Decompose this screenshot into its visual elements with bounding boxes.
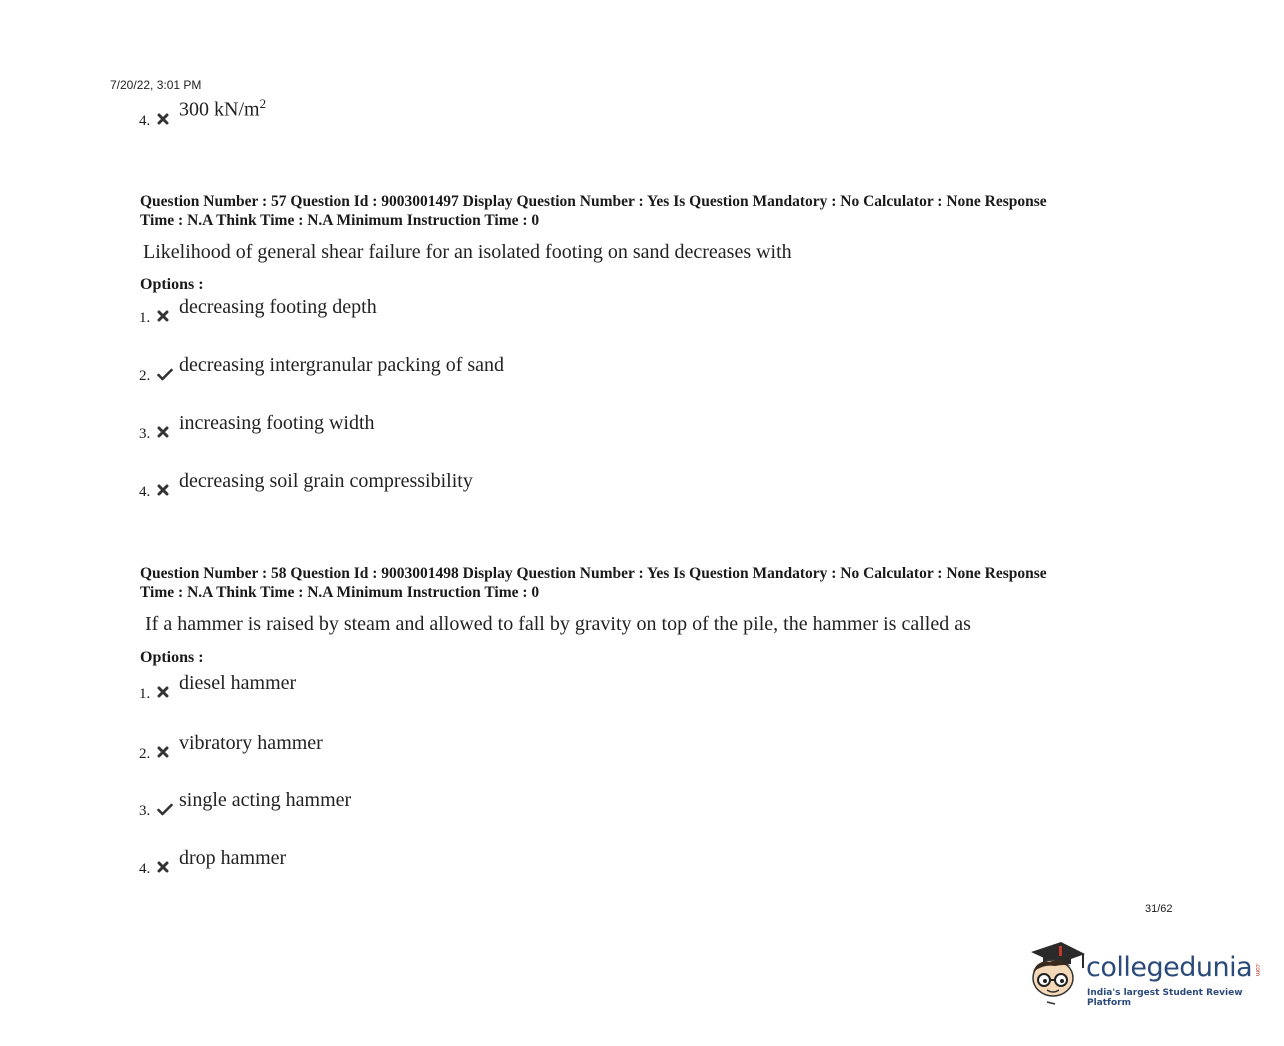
question-text: Likelihood of general shear failure for an isolated footing on sand decreases with [143, 241, 792, 263]
option-text: decreasing intergranular packing of sand [179, 354, 505, 376]
page-number: 31/62 [1145, 903, 1173, 915]
option-row [139, 847, 287, 878]
option-text: vibratory hammer [179, 732, 323, 754]
question-meta-line: Question Number : 58 Question Id : 9003001498 Display Question Number : Yes Is Question Mandatory : No Calculator : None Response [140, 565, 1047, 582]
option-row [139, 296, 377, 327]
question-meta [140, 192, 1180, 230]
options-label: Options : [140, 649, 204, 666]
option-row [139, 470, 473, 501]
options-label: Options : [140, 276, 204, 293]
option-number: 3. [139, 803, 151, 819]
cross-icon [157, 310, 173, 324]
checkmark-icon [157, 803, 173, 817]
option-row [139, 412, 375, 443]
brand-wordmark: collegedunia [1086, 952, 1253, 983]
option-number: 1. [139, 686, 151, 702]
question-meta [140, 564, 1180, 602]
option-row [139, 789, 352, 820]
question-meta-line: Time : N.A Think Time : N.A Minimum Instruction Time : 0 [140, 212, 540, 229]
cross-icon [157, 861, 173, 875]
cross-icon [157, 484, 173, 498]
option-row [139, 672, 297, 703]
option-text: single acting hammer [179, 789, 352, 811]
option-number: 4. [139, 861, 151, 877]
cross-icon [157, 113, 173, 127]
cross-icon [157, 426, 173, 440]
option-number: 4. [139, 484, 151, 500]
option-superscript: 2 [259, 96, 267, 111]
option-text: decreasing soil grain compressibility [179, 470, 473, 492]
question-text: If a hammer is raised by steam and allowed to fall by gravity on top of the pile, the hammer is called as [145, 613, 971, 635]
option-text: diesel hammer [179, 672, 297, 694]
option-row [139, 96, 267, 130]
mascot-logo-icon [1025, 938, 1087, 1008]
question-meta-line: Question Number : 57 Question Id : 9003001497 Display Question Number : Yes Is Question Mandatory : No Calculator : None Response [140, 193, 1047, 210]
brand-tagline: India's largest Student Review Platform [1087, 988, 1243, 1008]
brand-suffix: .com [1254, 963, 1262, 976]
option-number: 2. [139, 368, 151, 384]
option-number: 2. [139, 746, 151, 762]
option-text: increasing footing width [179, 412, 375, 434]
option-row [139, 732, 323, 763]
option-text: decreasing footing depth [179, 296, 377, 318]
option-number: 3. [139, 426, 151, 442]
option-number: 4. [139, 112, 151, 129]
cross-icon [157, 686, 173, 700]
option-row [139, 354, 505, 385]
option-text: 300 $kN/m^2$ [179, 96, 267, 121]
question-meta-line: Time : N.A Think Time : N.A Minimum Instruction Time : 0 [140, 584, 540, 601]
option-number: 1. [139, 310, 151, 326]
checkmark-icon [157, 368, 173, 382]
brand-name [1086, 952, 1261, 983]
print-timestamp: 7/20/22, 3:01 PM [110, 78, 202, 92]
cross-icon [157, 746, 173, 760]
option-text: drop hammer [179, 847, 287, 869]
